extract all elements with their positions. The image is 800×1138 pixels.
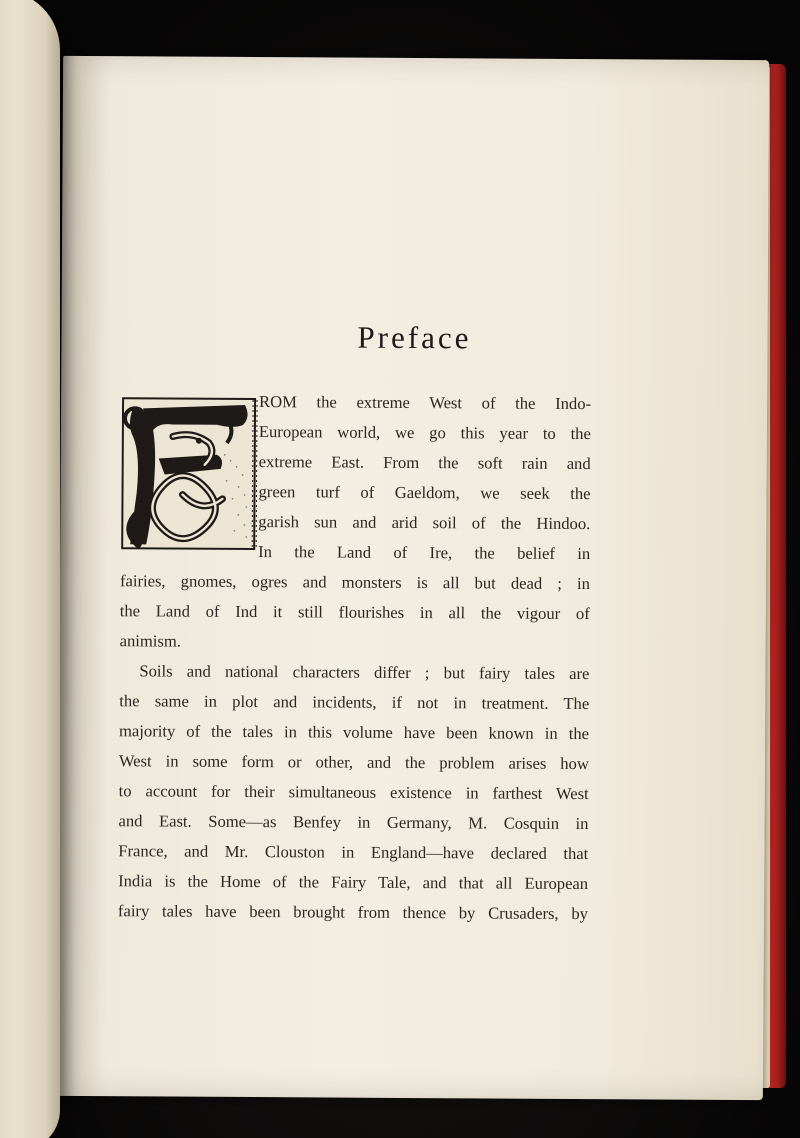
text-line: extreme East. From the soft rain and xyxy=(258,452,591,474)
text-line: In the Land of Ire, the belief in xyxy=(258,542,591,564)
text-line: ROM the extreme West of the Indo- xyxy=(259,392,592,414)
text-line: majority of the tales in this volume have been known in the xyxy=(119,721,590,744)
text-line: fairies, gnomes, ogres and monsters is all but dead ; in xyxy=(119,571,591,594)
text-line: European world, we go this year to the xyxy=(258,422,591,444)
text-line: animism. xyxy=(119,631,181,651)
text-line: France, and Mr. Clouston in England—have declared that xyxy=(118,841,589,864)
text-line: to account for their simultaneous existence in farthest West xyxy=(118,781,589,804)
page-title: Preface xyxy=(357,319,472,356)
text-line: garish sun and arid soil of the Hindoo. xyxy=(258,512,591,534)
text-line: green turf of Gaeldom, we seek the xyxy=(258,482,591,504)
text-line: Soils and national characters differ ; but fairy tales are xyxy=(139,661,590,684)
text-line: fairy tales have been brought from thence by Crusaders, by xyxy=(117,901,589,924)
text-line: the same in plot and incidents, if not in treatment. The xyxy=(119,691,590,714)
drop-cap-knotwork-initial xyxy=(112,394,261,557)
facing-page-edge xyxy=(0,0,60,1138)
text-line: West in some form or other, and the problem arises how xyxy=(118,751,589,774)
book-page xyxy=(57,56,769,1100)
text-line: India is the Home of the Fairy Tale, and that all European xyxy=(118,871,589,894)
text-line: the Land of Ind it still flourishes in all the vigour of xyxy=(119,601,590,624)
preface-text xyxy=(117,386,592,924)
text-line: and East. Some—as Benfey in Germany, M. Cosquin in xyxy=(118,811,589,834)
